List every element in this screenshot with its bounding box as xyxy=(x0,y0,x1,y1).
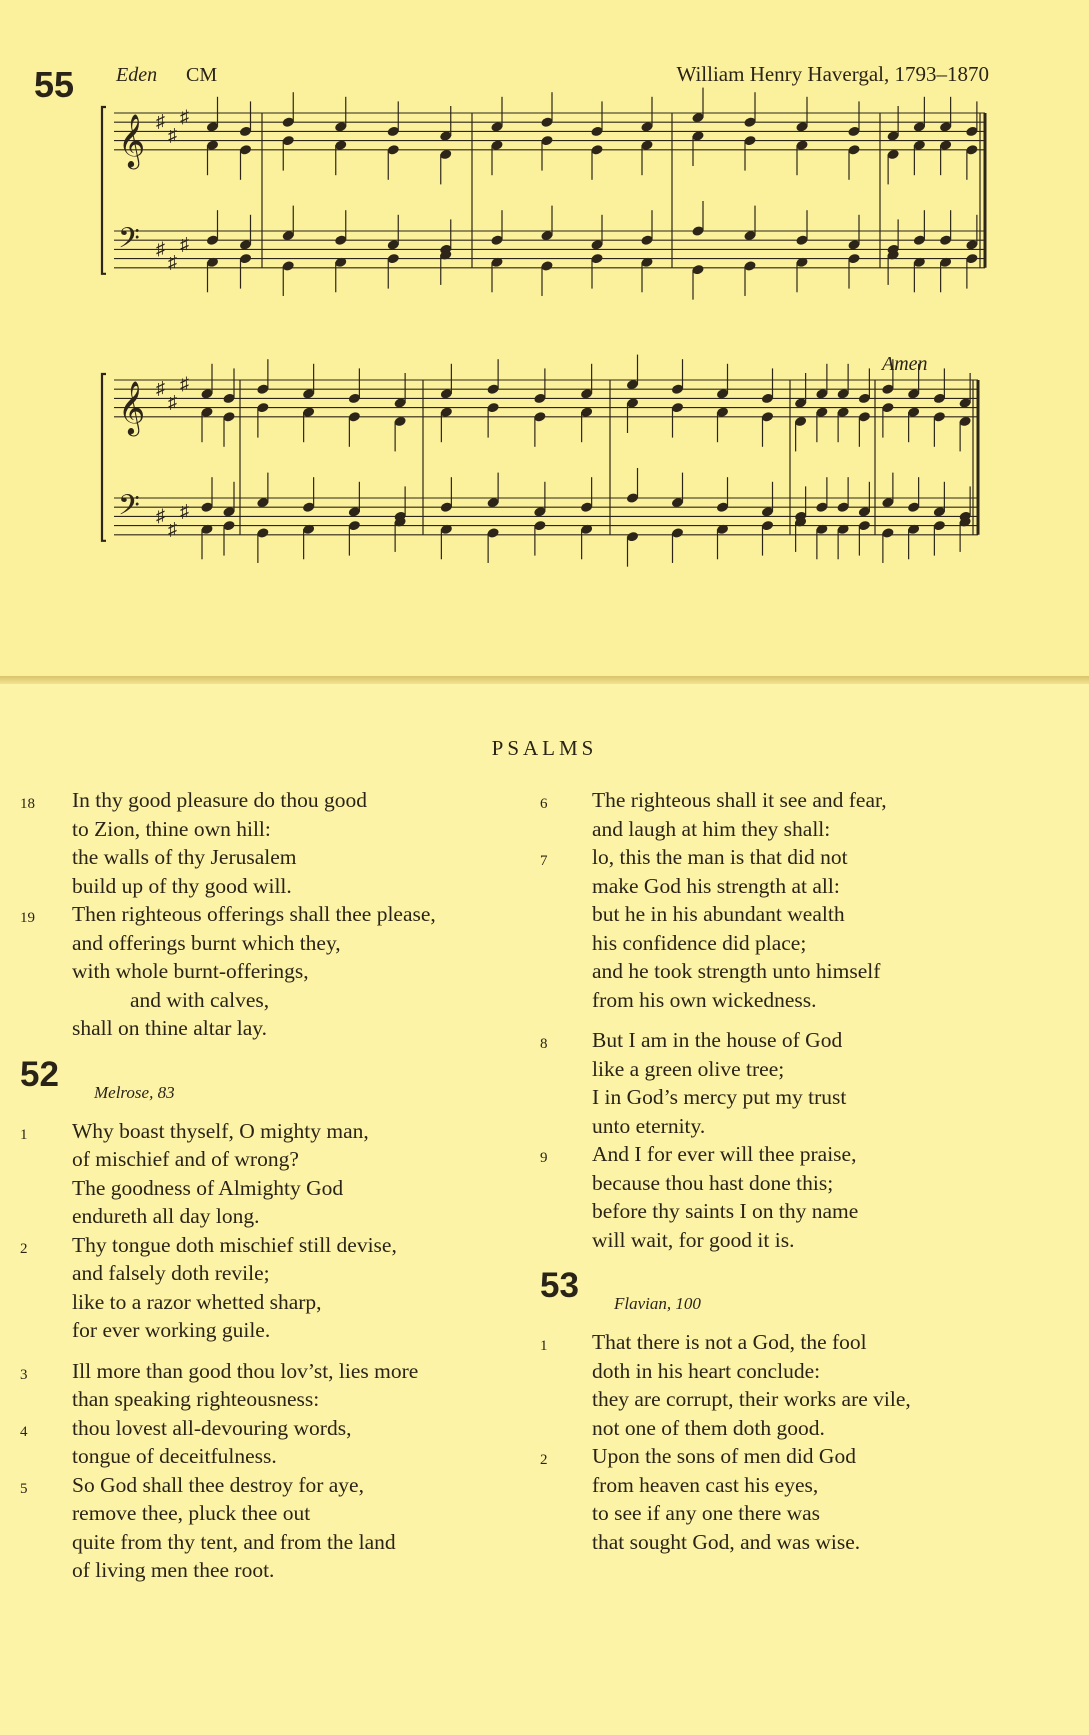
verse-line: before thy saints I on thy name xyxy=(592,1199,859,1223)
verse-line: Thy tongue doth mischief still devise, xyxy=(72,1232,397,1257)
psalm-verse xyxy=(20,786,530,900)
verse-line: lo, this the man is that did not xyxy=(592,845,848,869)
verse-line: In thy good pleasure do thou good xyxy=(72,788,367,812)
psalm-verse xyxy=(540,843,1080,1014)
bass-clef-icon: 𝄢 xyxy=(118,222,140,263)
psalm-number: 52 xyxy=(20,1054,59,1094)
amen-label: Amen xyxy=(882,353,928,375)
verse-line: Ill more than good thou lov’st, lies more xyxy=(72,1358,419,1383)
sharp-icon: ♯ xyxy=(156,505,165,526)
composer-credit: William Henry Havergal, 1793–1870 xyxy=(676,62,989,86)
verse-line: but he in his abundant wealth xyxy=(592,902,845,926)
sharp-icon: ♯ xyxy=(180,233,189,254)
psalm-verse xyxy=(20,1231,530,1345)
sharp-icon: ♯ xyxy=(168,519,177,540)
verse-line: his confidence did place; xyxy=(592,930,807,955)
meter: CM xyxy=(186,64,218,86)
sharp-icon: ♯ xyxy=(180,373,189,394)
verse-line: and offerings burnt which they, xyxy=(72,930,341,955)
system-bracket xyxy=(102,374,106,541)
verse-line: Then righteous offerings shall thee please, xyxy=(72,902,436,926)
psalm-tune-reference: Melrose, 83 xyxy=(94,1082,175,1102)
psalm-heading xyxy=(540,1266,1080,1328)
stanza-gap xyxy=(20,1043,530,1055)
left-column xyxy=(20,786,530,1585)
verse-line: than speaking righteousness: xyxy=(72,1387,320,1411)
verse-number: 19 xyxy=(20,910,35,926)
verse-line: shall on thine altar lay. xyxy=(72,1016,268,1040)
verse-number: 3 xyxy=(20,1366,28,1383)
section-title: PSALMS xyxy=(491,736,598,760)
verse-line: that sought God, and was wise. xyxy=(592,1529,861,1554)
sharp-icon: ♯ xyxy=(156,238,165,259)
psalm-verse xyxy=(20,900,530,1043)
stanza-gap xyxy=(540,1254,1080,1266)
verse-line: build up of thy good will. xyxy=(72,873,292,898)
verse-line: That there is not a God, the fool xyxy=(592,1330,867,1354)
verse-number: 1 xyxy=(540,1338,548,1354)
verse-line: And I for ever will thee praise, xyxy=(592,1142,857,1166)
psalm-verse xyxy=(540,1328,1080,1442)
music-score xyxy=(0,0,1089,640)
page-fold xyxy=(0,676,1089,684)
sharp-icon: ♯ xyxy=(168,252,177,273)
verse-line: with whole burnt-offerings, xyxy=(72,959,309,983)
system-bracket xyxy=(102,107,106,274)
verse-line: and with calves, xyxy=(130,987,270,1012)
verse-line: But I am in the house of God xyxy=(592,1028,843,1052)
verse-line: will wait, for good it is. xyxy=(592,1227,795,1252)
verse-number: 4 xyxy=(20,1423,28,1440)
verse-number: 5 xyxy=(20,1480,28,1497)
verse-number: 18 xyxy=(20,796,35,812)
psalm-verse xyxy=(540,1026,1080,1140)
verse-line: for ever working guile. xyxy=(72,1318,271,1342)
verse-line: and falsely doth revile; xyxy=(72,1261,270,1285)
sharp-icon: ♯ xyxy=(180,500,189,521)
verse-number: 6 xyxy=(540,796,548,812)
verse-line: like a green olive tree; xyxy=(592,1056,785,1081)
verse-number: 8 xyxy=(540,1036,548,1052)
verse-line: they are corrupt, their works are vile, xyxy=(592,1387,911,1411)
verse-line: The righteous shall it see and fear, xyxy=(592,788,887,812)
verse-line: quite from thy tent, and from the land xyxy=(72,1529,396,1554)
psalm-verse xyxy=(540,1140,1080,1254)
bass-clef-icon: 𝄢 xyxy=(118,489,140,530)
sharp-icon: ♯ xyxy=(180,106,189,127)
sharp-icon: ♯ xyxy=(156,378,165,399)
verse-line: not one of them doth good. xyxy=(592,1415,825,1440)
psalm-verse xyxy=(20,1414,530,1471)
verse-line: The goodness of Almighty God xyxy=(72,1175,344,1200)
verse-number: 9 xyxy=(540,1150,548,1166)
tune-name: Eden xyxy=(116,64,158,86)
verse-line: Upon the sons of men did God xyxy=(592,1444,856,1468)
verse-line: remove thee, pluck thee out xyxy=(72,1501,311,1525)
verse-line: unto eternity. xyxy=(592,1113,706,1138)
verse-line: to Zion, thine own hill: xyxy=(72,816,271,841)
verse-line: endureth all day long. xyxy=(72,1204,260,1228)
verse-line: to see if any one there was xyxy=(592,1501,821,1525)
verse-line: and laugh at him they shall: xyxy=(592,816,831,841)
sharp-icon: ♯ xyxy=(168,125,177,145)
verse-line: Why boast thyself, O mighty man, xyxy=(72,1118,369,1143)
verse-line: like to a razor whetted sharp, xyxy=(72,1289,322,1314)
right-column xyxy=(540,786,1080,1556)
stanza-gap xyxy=(20,1345,530,1357)
verse-line: doth in his heart conclude: xyxy=(592,1358,821,1383)
psalm-tune-reference: Flavian, 100 xyxy=(614,1294,701,1313)
psalm-verse xyxy=(20,1357,530,1414)
verse-line: of living men thee root. xyxy=(72,1558,275,1582)
psalm-verse xyxy=(20,1471,530,1585)
sharp-icon: ♯ xyxy=(156,111,165,132)
treble-clef-icon: 𝄞 xyxy=(118,379,146,434)
verse-line: and he took strength unto himself xyxy=(592,959,881,983)
treble-clef-icon: 𝄞 xyxy=(118,112,146,167)
sharp-icon: ♯ xyxy=(168,392,177,412)
verse-line: tongue of deceitfulness. xyxy=(72,1444,277,1468)
verse-number: 7 xyxy=(540,853,548,869)
verse-line: thou lovest all-devouring words, xyxy=(72,1415,352,1440)
verse-line: from his own wickedness. xyxy=(592,987,817,1012)
psalm-verse xyxy=(540,1442,1080,1556)
verse-line: make God his strength at all: xyxy=(592,873,840,898)
verse-line: because thou hast done this; xyxy=(592,1170,834,1195)
verse-number: 2 xyxy=(540,1452,548,1468)
verse-line: So God shall thee destroy for aye, xyxy=(72,1472,364,1497)
psalm-number: 53 xyxy=(540,1266,579,1305)
verse-line: the walls of thy Jerusalem xyxy=(72,845,297,869)
hymn-number: 55 xyxy=(34,64,75,105)
psalm-verse xyxy=(20,1117,530,1231)
psalm-heading xyxy=(20,1055,530,1117)
stanza-gap xyxy=(540,1014,1080,1026)
verse-number: 1 xyxy=(20,1126,28,1143)
verse-line: I in God’s mercy put my trust xyxy=(592,1085,847,1109)
verse-line: from heaven cast his eyes, xyxy=(592,1472,819,1497)
psalm-verse xyxy=(540,786,1080,843)
verse-number: 2 xyxy=(20,1240,28,1257)
verse-line: of mischief and of wrong? xyxy=(72,1147,299,1171)
